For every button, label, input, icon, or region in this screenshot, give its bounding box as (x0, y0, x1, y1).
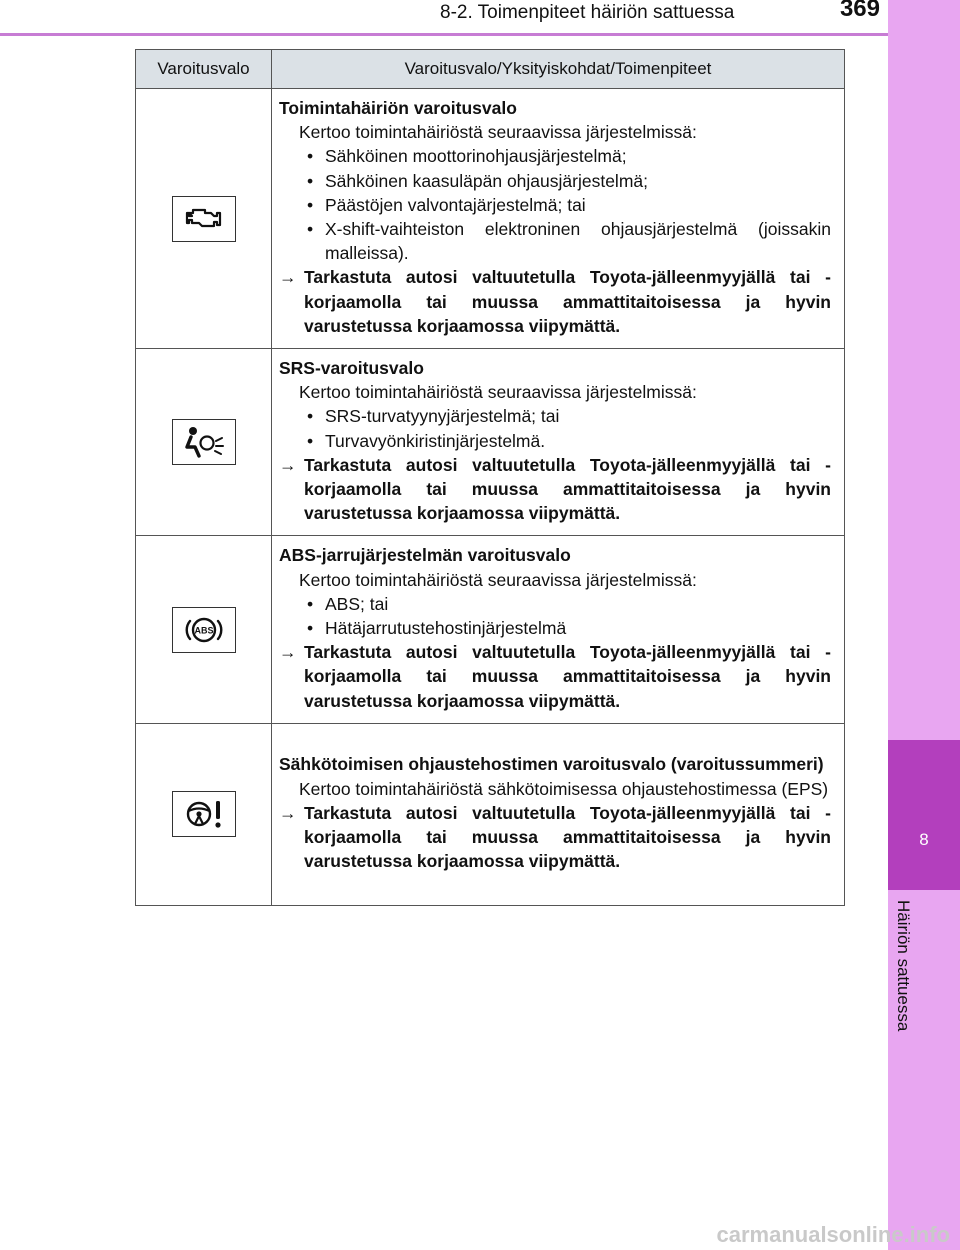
action-text: Tarkastuta autosi valtuutetulla Toyota-jälleenmyyjällä tai -korjaamolla tai muussa ammattitaitoisessa ja hyvin varustetussa korjaamossa viipymättä. (304, 802, 831, 872)
action-instruction (279, 453, 831, 526)
table-row (136, 536, 845, 723)
table-row (136, 89, 845, 349)
icon-cell (136, 89, 272, 349)
arrow-right-icon: → (279, 802, 297, 823)
warning-description: Kertoo toimintahäiriöstä sähkötoimisessa ohjaustehostimessa (EPS) (299, 778, 829, 799)
engine-malfunction-icon (172, 196, 236, 242)
list-item: • Turvavyönkiristinjärjestelmä. (307, 429, 831, 453)
action-text: Tarkastuta autosi valtuutetulla Toyota-jälleenmyyjällä tai -korjaamolla tai muussa ammattitaitoisessa ja hyvin varustetussa korjaamossa viipymättä. (304, 267, 831, 336)
watermark-text: carmanualsonline.info (716, 1222, 950, 1247)
list-item: • SRS-turvatyynyjärjestelmä; tai (307, 404, 831, 428)
arrow-right-icon: → (279, 267, 297, 288)
power-steering-icon (172, 791, 236, 837)
warning-description: Kertoo toimintahäiriöstä seuraavissa järjestelmissä: (299, 382, 697, 403)
action-instruction (279, 801, 831, 874)
warning-description: Kertoo toimintahäiriöstä seuraavissa järjestelmissä: (299, 122, 697, 143)
icon-cell (136, 349, 272, 536)
chapter-number: 8 (919, 830, 929, 849)
warning-title: Toimintahäiriön varoitusvalo (279, 98, 517, 118)
column-header-icon: Varoitusvalo (136, 50, 272, 89)
details-cell (272, 349, 845, 536)
table-row (136, 349, 845, 536)
action-instruction (279, 640, 831, 713)
system-list (279, 404, 831, 452)
list-item: • ABS; tai (307, 592, 831, 616)
icon-cell (136, 723, 272, 905)
details-cell (272, 536, 845, 723)
list-item: • Päästöjen valvontajärjestelmä; tai (307, 193, 831, 217)
icon-cell (136, 536, 272, 723)
warning-title: SRS-varoitusvalo (279, 358, 424, 379)
action-text: Tarkastuta autosi valtuutetulla Toyota-jälleenmyyjällä tai -korjaamolla tai muussa ammattitaitoisessa ja hyvin varustetussa korjaamossa viipymättä. (304, 454, 831, 524)
system-list (279, 144, 831, 265)
arrow-right-icon: → (279, 642, 297, 663)
arrow-right-icon: → (279, 454, 297, 475)
srs-airbag-icon (172, 419, 236, 465)
chapter-box (888, 740, 960, 890)
system-list (279, 592, 831, 640)
warning-title: ABS-jarrujärjestelmän varoitusvalo (279, 545, 571, 566)
table-header-row (136, 50, 845, 89)
list-item: • X-shift-vaihteiston elektroninen ohjausjärjestelmä (joissakin malleissa). (307, 217, 831, 265)
section-title: 8-2. Toimenpiteet häiriön sattuessa (440, 2, 735, 23)
details-cell (272, 723, 845, 905)
warning-light-table (135, 49, 845, 906)
abs-icon-label: ABS (193, 625, 214, 636)
table-row (136, 723, 845, 905)
action-text: Tarkastuta autosi valtuutetulla Toyota-jälleenmyyjällä tai -korjaamolla tai muussa ammattitaitoisessa ja hyvin varustetussa korjaamossa viipymättä. (304, 642, 831, 711)
action-instruction (279, 265, 831, 338)
details-cell (272, 89, 845, 349)
abs-icon (172, 607, 236, 653)
column-header-details: Varoitusvalo/Yksityiskohdat/Toimenpiteet (272, 50, 845, 89)
page-number: 369 (839, 0, 880, 22)
warning-description: Kertoo toimintahäiriöstä seuraavissa järjestelmissä: (299, 569, 697, 590)
chapter-label: Häiriön sattuessa (894, 900, 913, 1032)
list-item: • Sähköinen moottorinohjausjärjestelmä; (307, 144, 831, 168)
list-item: • Sähköinen kaasuläpän ohjausjärjestelmä; (307, 169, 831, 193)
side-tab (888, 0, 960, 1250)
warning-title: Sähkötoimisen ohjaustehostimen varoitusvalo (varoitussummeri) (279, 754, 824, 775)
list-item: • Hätäjarrutustehostinjärjestelmä (307, 616, 831, 640)
header-rule (0, 33, 888, 36)
